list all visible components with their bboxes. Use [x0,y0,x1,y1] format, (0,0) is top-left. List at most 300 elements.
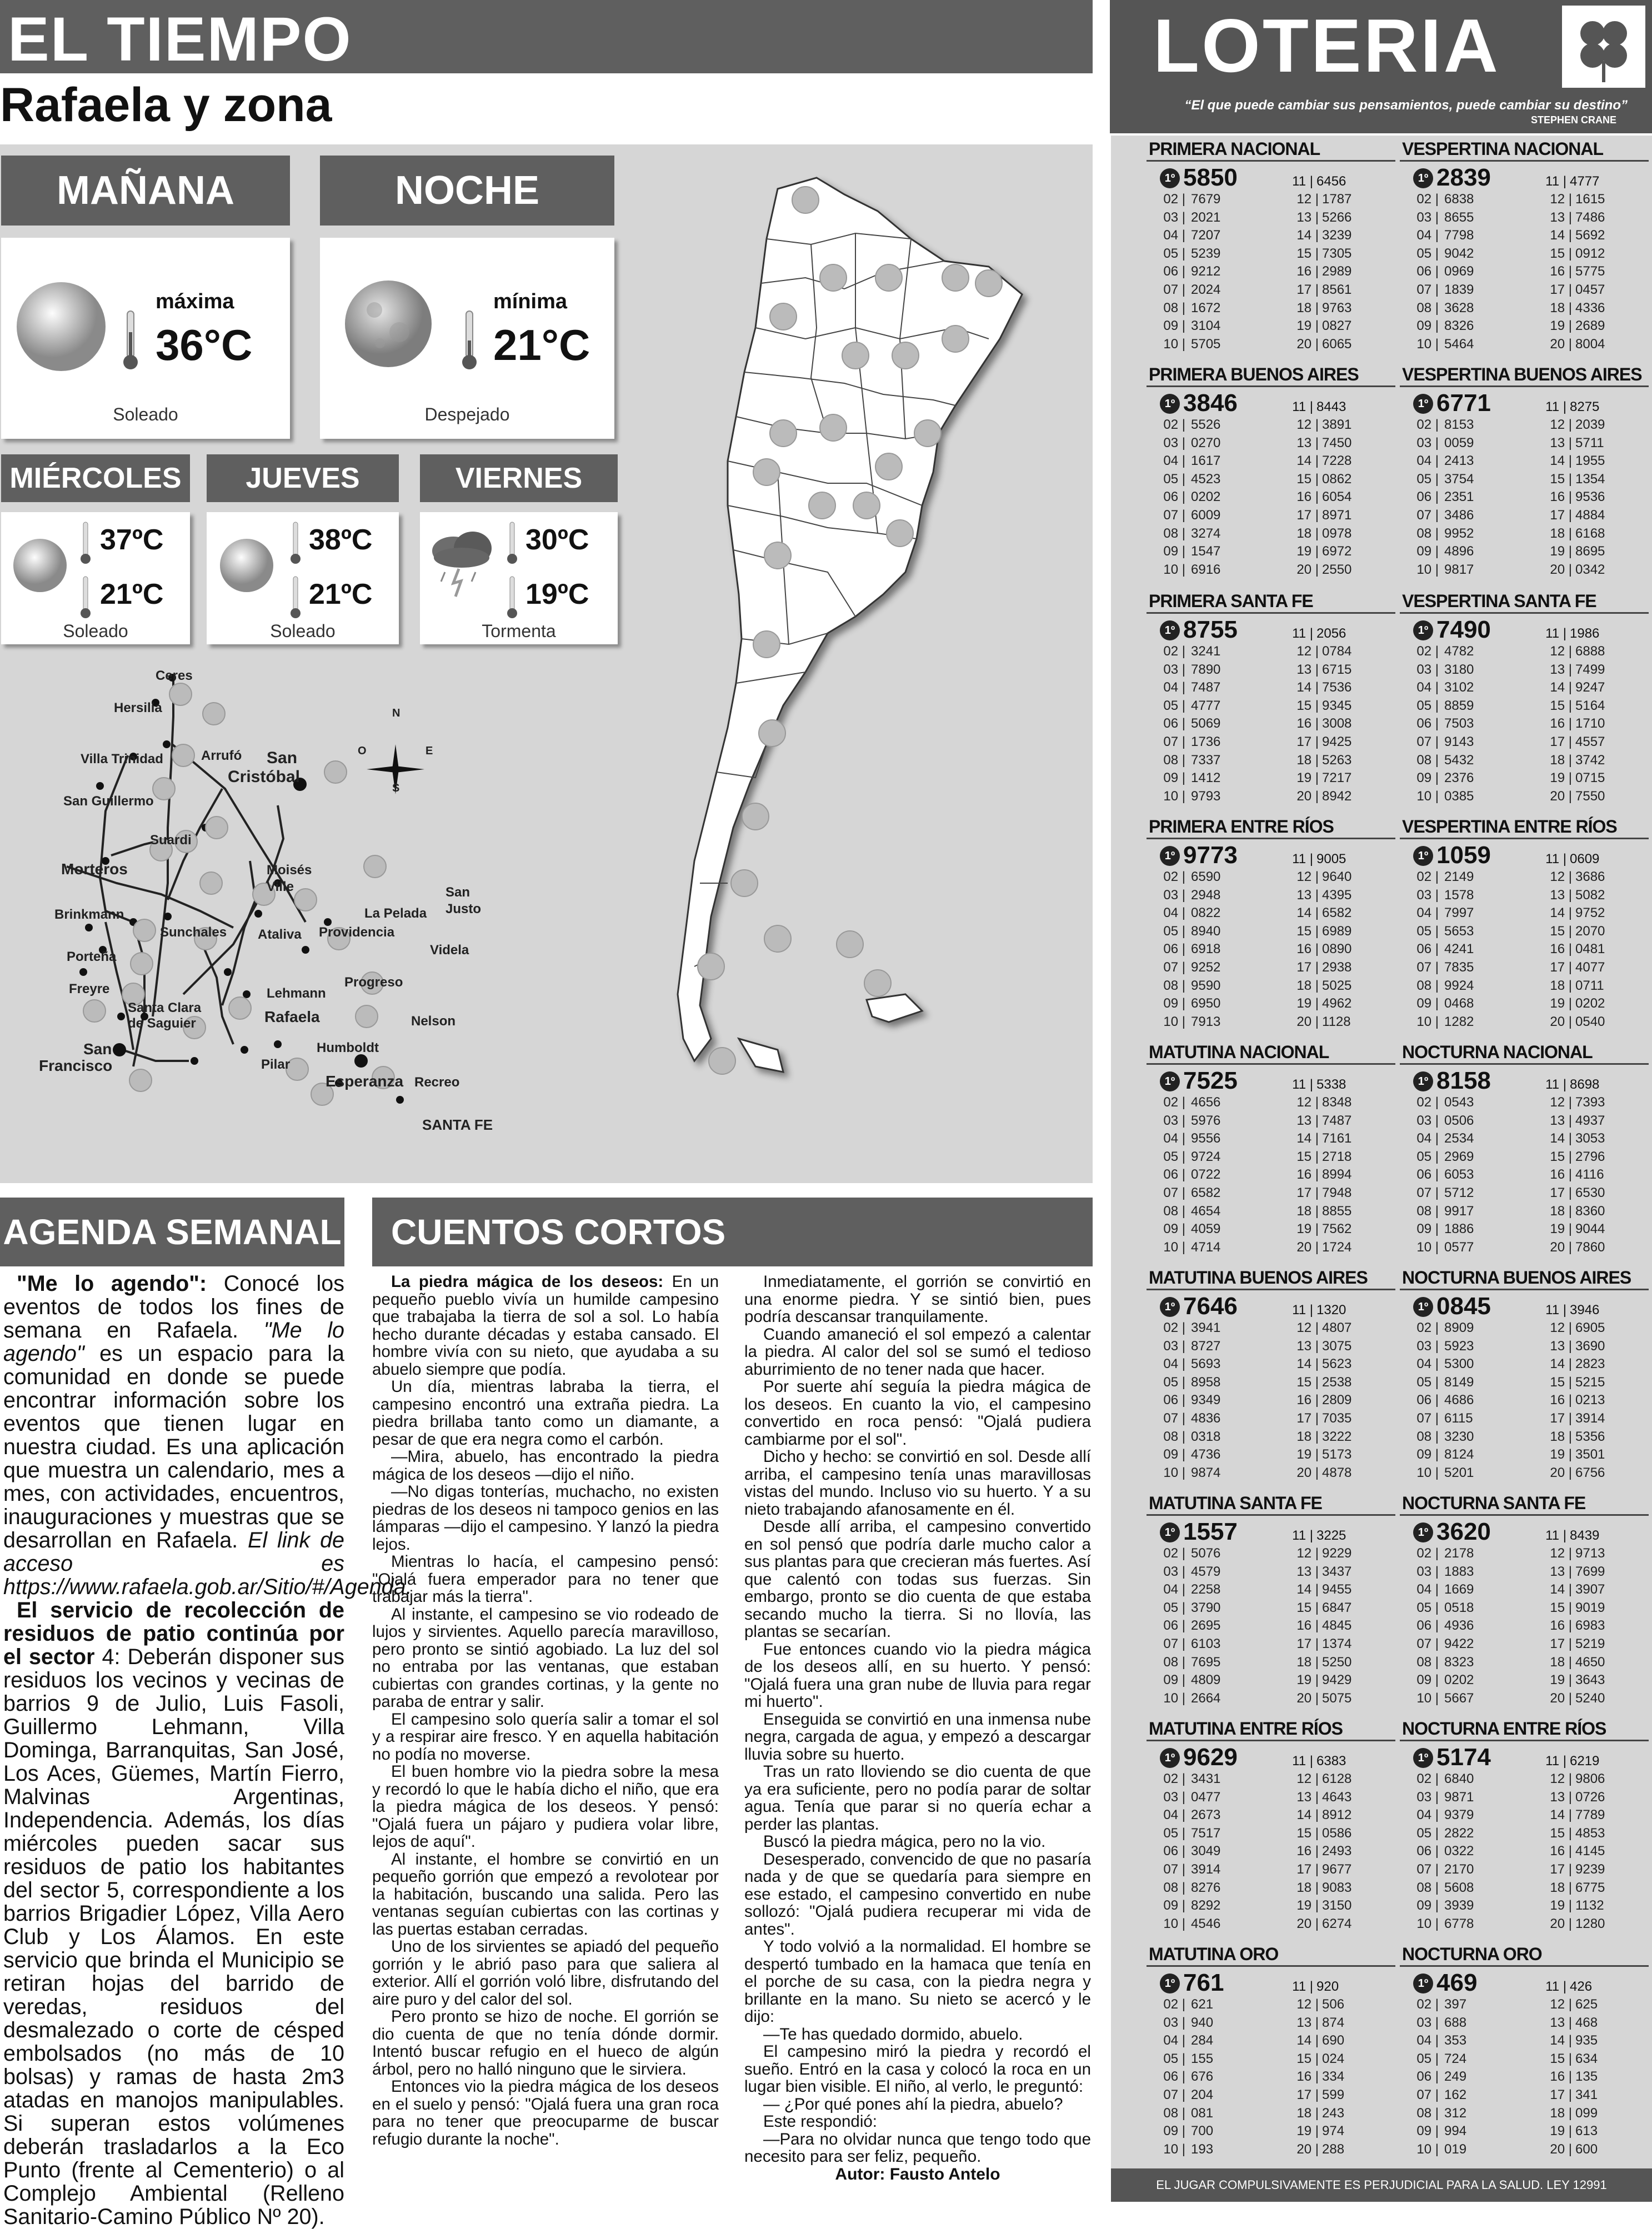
prize-number: 2689 [1575,318,1605,334]
lottery-game [1400,1266,1649,1482]
city-label: Progreso [344,975,403,990]
game-name: MATUTINA SANTA FE [1147,1492,1395,1516]
result-row [1400,1915,1649,1934]
first-prize-number: 1557 [1183,1518,1238,1545]
position-label: 19 | [1550,544,1572,559]
prize-number: 974 [1322,2123,1345,2139]
game-name: VESPERTINA BUENOS AIRES [1400,363,1649,387]
position-label: 14 | [1550,680,1572,695]
position-label: 19 | [1550,1898,1572,1914]
result-row [1400,769,1649,788]
day-condition: Soleado [63,621,128,641]
city-label: Humboldt [317,1040,379,1055]
position-label: 17 | [1550,1410,1572,1426]
prize-number: 6950 [1191,996,1221,1011]
result-row [1147,1545,1395,1563]
prize-number: 6065 [1322,336,1352,352]
prize-number: 1374 [1322,1636,1352,1651]
prize-number: 4884 [1575,507,1605,523]
position-label: 06 | [1416,264,1439,279]
result-row [1400,1239,1649,1257]
position-label: 07 | [1416,507,1439,523]
prize-number: 5693 [1191,1356,1221,1372]
position-label: 06 | [1416,1393,1439,1408]
position-label: 18 | [1550,1429,1572,1444]
prize-number: 3225 [1316,1528,1346,1543]
prize-number: 0202 [1575,996,1605,1011]
position-label: 11 | [1545,1754,1566,1769]
position-label: 12 | [1296,869,1319,884]
city-label: Brinkmann [54,907,124,922]
agenda-title: AGENDA SEMANAL [0,1198,344,1266]
position-label: 18 | [1296,2105,1319,2121]
position-label: 12 | [1550,1320,1572,1335]
result-row [1400,561,1649,579]
position-label: 06 | [1163,1618,1185,1634]
prize-number: 2550 [1322,562,1352,577]
position-label: 04 | [1416,228,1439,243]
day-card-viernes [420,512,618,644]
noche-card [320,238,614,439]
position-label: 04 | [1163,1131,1185,1146]
position-label: 14 | [1296,1807,1319,1823]
result-row [1400,2086,1649,2105]
result-row [1400,1391,1649,1410]
first-prize-ball-icon: 1º [1160,846,1180,866]
prize-number: 9425 [1322,734,1352,749]
prize-number: 9345 [1322,698,1352,713]
manana-condition: Soleado [113,404,178,424]
prize-number: 9640 [1322,869,1352,884]
prize-number: 5300 [1444,1356,1474,1372]
first-prize [1147,1516,1395,1545]
result-row [1400,209,1649,227]
position-label: 05 | [1163,1374,1185,1390]
first-prize [1400,1516,1649,1545]
prize-number: 9455 [1322,1582,1352,1597]
prize-number: 1724 [1322,1239,1352,1255]
compass-o: O [358,745,367,757]
prize-number: 193 [1191,2141,1214,2157]
prize-number: 4656 [1191,1095,1221,1110]
prize-number: 9429 [1322,1672,1352,1688]
position-label: 09 | [1163,1672,1185,1688]
first-prize [1147,1290,1395,1319]
prize-number: 8994 [1322,1167,1352,1183]
position-label: 18 | [1296,1203,1319,1219]
agenda-link[interactable]: El link de acceso es https://www.rafaela.gob.ar/Sitio/#/Agenda. [3,1528,412,1599]
first-prize-ball-icon: 1º [1160,1297,1180,1317]
result-row [1147,543,1395,561]
position-label: 20 | [1550,1239,1572,1255]
position-label: 19 | [1296,1672,1319,1688]
position-label: 09 | [1416,996,1439,1011]
thermometer-icon [122,310,139,371]
position-label: 18 | [1550,1880,1572,1895]
position-label: 18 | [1296,1880,1319,1895]
position-label: 15 | [1550,1374,1572,1390]
first-prize-ball-icon: 1º [1413,1522,1433,1542]
city-label: Freyre [69,981,110,996]
prize-number: 3742 [1575,752,1605,768]
prize-number: 6840 [1444,1771,1474,1786]
position-label: 07 | [1163,734,1185,749]
prize-number: 1282 [1444,1014,1474,1029]
prize-number: 6775 [1575,1880,1605,1895]
position-label: 08 | [1416,1203,1439,1219]
city-label: Francisco [39,1057,113,1074]
position-label: 03 | [1416,1789,1439,1805]
position-label: 11 | [1292,1303,1313,1318]
first-prize [1147,1741,1395,1770]
position-label: 17 | [1296,2087,1319,2102]
result-row [1400,1148,1649,1166]
position-label: 20 | [1550,788,1572,804]
story-paragraph: Entonces vio la piedra mágica de los deseos en el suelo y pensó: "Ojalá fuera una gran roca para no tener que preocuparme de buscar refugio durante la noche". [372,2077,719,2148]
result-row [1147,434,1395,453]
city-label: Hersilia [114,700,162,715]
position-label: 14 | [1296,228,1319,243]
position-label: 10 | [1416,1916,1439,1931]
position-label: 19 | [1550,770,1572,786]
story-paragraph: Mientras lo hacía, el campesino pensó: "Ojalá fuera emperador para no tener que trabajar más la tierra". [372,1552,719,1606]
prize-number: 1132 [1575,1898,1604,1914]
position-label: 05 | [1416,698,1439,713]
position-label: 03 | [1416,209,1439,225]
result-row [1400,434,1649,453]
prize-number: 5082 [1575,887,1605,903]
position-label: 06 | [1163,489,1185,505]
min-label: mínima [493,290,568,313]
city-label: San Guillermo [63,794,154,809]
result-row [1147,1690,1395,1708]
position-label: 03 | [1416,2015,1439,2030]
prize-number: 0385 [1444,788,1474,804]
position-label: 18 | [1550,1203,1572,1219]
first-prize-number: 7525 [1183,1067,1238,1094]
result-row [1400,1789,1649,1807]
prize-number: 6983 [1575,1618,1605,1634]
prize-number: 0722 [1191,1167,1221,1183]
first-prize-number: 8755 [1183,616,1238,643]
position-label: 12 | [1550,1095,1572,1110]
position-label: 18 | [1296,1654,1319,1670]
first-prize-number: 3846 [1183,389,1238,417]
position-label: 14 | [1550,228,1572,243]
thermometer-icon [290,521,301,565]
position-label: 17 | [1296,282,1319,297]
result-row [1400,1842,1649,1861]
story-paragraph: Enseguida se convirtió en una inmensa nube negra, cargada de agua, y empezó a descargar lluvia sobre su huerto. [744,1710,1091,1764]
prize-number: 426 [1570,1979,1593,1994]
result-row [1400,1617,1649,1635]
prize-number: 4145 [1575,1844,1605,1859]
position-label: 04 | [1416,1582,1439,1597]
prize-number: 874 [1322,2015,1345,2030]
prize-number: 8124 [1444,1447,1474,1462]
prize-number: 8360 [1575,1203,1605,1219]
prize-number: 4777 [1191,698,1221,713]
position-label: 13 | [1296,887,1319,903]
result-row [1147,1374,1395,1392]
prize-number: 5526 [1191,417,1221,432]
lottery-game [1147,138,1395,353]
position-label: 18 | [1550,525,1572,541]
prize-number: 8348 [1322,1095,1352,1110]
position-label: 04 | [1416,1131,1439,1146]
prize-number: 7948 [1322,1185,1352,1200]
game-name: NOCTURNA BUENOS AIRES [1400,1266,1649,1290]
prize-number: 5623 [1322,1356,1352,1372]
position-label: 17 | [1550,1861,1572,1877]
result-row [1400,679,1649,697]
result-row [1147,281,1395,299]
first-prize-ball-icon: 1º [1160,1973,1180,1993]
prize-number: 2673 [1191,1807,1221,1823]
result-row [1147,416,1395,434]
max-temp: 36°C [156,320,253,369]
position-label: 10 | [1163,1014,1185,1029]
prize-number: 8655 [1444,209,1474,225]
position-label: 13 | [1296,209,1319,225]
prize-number: 9239 [1575,1861,1605,1877]
story-paragraph: El buen hombre vio la piedra sobre la mesa y recordó lo que le había dicho el niño, que era la piedra mágica de los deseos. Y pensó: "Ojalá fuera un pájaro y pudiera volar libre, lejos de aquí". [372,1762,719,1851]
position-label: 14 | [1550,453,1572,469]
position-label: 05 | [1416,1600,1439,1615]
result-row [1147,1563,1395,1581]
result-row [1400,1897,1649,1915]
result-row [1400,1112,1649,1130]
position-label: 16 | [1550,1167,1572,1183]
city-label: San [267,749,298,767]
position-label: 16 | [1296,264,1319,279]
prize-number: 4116 [1575,1167,1604,1183]
first-prize-ball-icon: 1º [1413,168,1433,188]
position-label: 14 | [1296,1131,1319,1146]
prize-number: 1547 [1191,544,1221,559]
position-label: 15 | [1550,923,1572,939]
position-label: 07 | [1416,1861,1439,1877]
position-label: 05 | [1416,246,1439,261]
prize-number: 4736 [1191,1447,1221,1462]
prize-number: 4557 [1575,734,1605,749]
result-row [1400,507,1649,525]
prize-number: 7450 [1322,435,1352,450]
position-label: 10 | [1416,2141,1439,2157]
position-label: 17 | [1550,959,1572,975]
prize-number: 6054 [1322,489,1352,505]
prize-number: 5432 [1444,752,1474,768]
prize-number: 0059 [1444,435,1474,450]
prize-number: 3274 [1191,525,1221,541]
agenda-p2-bold: El servicio de recolección de residuos de patio continúa por el sector [3,1598,344,1669]
prize-number: 1672 [1191,300,1221,315]
position-label: 13 | [1296,1789,1319,1805]
story-title: La piedra mágica de los deseos: [391,1273,664,1291]
prize-number: 3946 [1570,1303,1600,1318]
story-paragraph: —Para no olvidar nunca que tengo todo que necesito para ser feliz, pequeño. [744,2130,1091,2166]
prize-number: 6590 [1191,869,1221,884]
position-label: 07 | [1416,1636,1439,1651]
city-label: Arrufó [201,748,242,763]
result-row [1147,868,1395,886]
prize-number: 8323 [1444,1654,1474,1670]
position-label: 11 | [1545,1077,1566,1092]
prize-number: 4836 [1191,1410,1221,1426]
position-label: 07 | [1416,959,1439,975]
day-min-temp: 21ºC [309,578,373,610]
position-label: 04 | [1163,1356,1185,1372]
prize-number: 4241 [1444,941,1474,957]
prize-number: 5076 [1191,1546,1221,1561]
game-name: NOCTURNA ENTRE RÍOS [1400,1717,1649,1741]
game-name: MATUTINA ENTRE RÍOS [1147,1717,1395,1741]
city-label: Providencia [319,925,395,940]
position-label: 04 | [1416,453,1439,469]
prize-number: 6918 [1191,941,1221,957]
lottery-game [1147,1041,1395,1256]
position-label: 15 | [1550,2051,1572,2066]
prize-number: 3907 [1575,1582,1605,1597]
day-max-temp: 38ºC [309,524,373,556]
position-label: 05 | [1163,1600,1185,1615]
prize-number: 4936 [1444,1618,1474,1634]
result-row [1400,1996,1649,2014]
prize-number: 1736 [1191,734,1221,749]
result-row [1400,715,1649,733]
prize-number: 0822 [1191,905,1221,921]
position-label: 04 | [1163,2033,1185,2048]
prize-number: 9349 [1191,1393,1221,1408]
story-paragraph: Por suerte ahí seguía la piedra mágica de los deseos. En cuanto la vio, el campesino convertido en roca pensó: "Ojalá pudiera cambiarme por el sol". [744,1378,1091,1449]
result-row [1400,470,1649,489]
position-label: 12 | [1550,869,1572,884]
prize-number: 2413 [1444,453,1474,469]
first-prize-ball-icon: 1º [1413,394,1433,414]
first-prize-number: 1059 [1436,841,1491,869]
position-label: 18 | [1550,300,1572,315]
story-paragraph: El campesino miró la piedra y recordó el sueño. Entró en la casa y colocó la roca en un lugar bien visible. El niño, al verlo, le preguntó: [744,2042,1091,2096]
position-label: 18 | [1296,1429,1319,1444]
first-prize [1147,387,1395,416]
position-label: 16 | [1550,1393,1572,1408]
game-name: PRIMERA SANTA FE [1147,590,1395,614]
result-row [1147,643,1395,661]
prize-number: 9042 [1444,246,1474,261]
first-prize [1400,162,1649,191]
position-label: 07 | [1416,1185,1439,1200]
thermometer-icon [80,521,91,565]
game-name: VESPERTINA NACIONAL [1400,138,1649,162]
result-row [1400,299,1649,318]
prize-number: 6009 [1191,507,1221,523]
city-label: Cristóbal [228,768,301,786]
prize-number: 0322 [1444,1844,1474,1859]
position-label: 02 | [1416,192,1439,207]
prize-number: 9752 [1575,905,1605,921]
result-row [1400,886,1649,905]
prize-number: 1669 [1444,1582,1474,1597]
prize-number: 4077 [1575,959,1605,975]
position-label: 04 | [1416,1807,1439,1823]
city-label: Villa Trinidad [81,752,163,767]
prize-number: 7550 [1575,788,1605,804]
result-row [1147,452,1395,470]
position-label: 05 | [1416,1825,1439,1841]
position-label: 04 | [1163,1582,1185,1597]
lottery-game [1400,590,1649,805]
prize-number: 6103 [1191,1636,1221,1651]
prize-number: 0518 [1444,1600,1474,1615]
prize-number: 7217 [1322,770,1352,786]
lottery-game [1400,1943,1649,2158]
position-label: 05 | [1416,923,1439,939]
prize-number: 7997 [1444,905,1474,921]
position-label: 08 | [1163,300,1185,315]
result-row [1400,1464,1649,1482]
prize-number: 1280 [1575,1916,1605,1931]
result-row [1400,995,1649,1013]
lottery-game [1147,1717,1395,1933]
position-label: 09 | [1416,544,1439,559]
first-prize [1147,1967,1395,1996]
position-label: 18 | [1296,300,1319,315]
game-name: MATUTINA NACIONAL [1147,1041,1395,1065]
compass [358,707,433,794]
prize-number: 3230 [1444,1429,1474,1444]
prize-number: 204 [1191,2087,1214,2102]
result-row [1400,959,1649,977]
position-label: 08 | [1163,1203,1185,1219]
position-label: 19 | [1550,2123,1572,2139]
prize-number: 6778 [1444,1916,1474,1931]
position-label: 10 | [1163,1465,1185,1480]
first-prize [1400,1741,1649,1770]
position-label: 06 | [1416,1844,1439,1859]
prize-number: 9556 [1191,1131,1221,1146]
position-label: 10 | [1416,1014,1439,1029]
first-prize-ball-icon: 1º [1413,1297,1433,1317]
position-label: 12 | [1296,1997,1319,2012]
prize-number: 3104 [1191,318,1221,334]
thermometer-icon [461,310,478,371]
result-row [1400,1410,1649,1428]
prize-number: 4853 [1575,1825,1605,1841]
result-row [1400,1203,1649,1221]
result-row [1147,1410,1395,1428]
city-label: Esperanza [326,1073,404,1090]
result-row [1147,977,1395,995]
prize-number: 6916 [1191,562,1221,577]
position-label: 05 | [1163,698,1185,713]
position-label: 16 | [1550,2069,1572,2085]
prize-number: 099 [1575,2105,1598,2121]
prize-number: 9044 [1575,1221,1605,1237]
prize-number: 6582 [1191,1185,1221,1200]
position-label: 09 | [1416,1447,1439,1462]
prize-number: 8292 [1191,1898,1221,1914]
city-label: Sunchales [160,925,227,940]
prize-number: 9379 [1444,1807,1474,1823]
prize-number: 081 [1191,2105,1214,2121]
position-label: 17 | [1296,1861,1319,1877]
prize-number: 7789 [1575,1807,1605,1823]
position-label: 14 | [1296,1582,1319,1597]
position-label: 08 | [1416,300,1439,315]
result-row [1400,191,1649,209]
position-label: 13 | [1296,1113,1319,1128]
prize-number: 4782 [1444,644,1474,659]
